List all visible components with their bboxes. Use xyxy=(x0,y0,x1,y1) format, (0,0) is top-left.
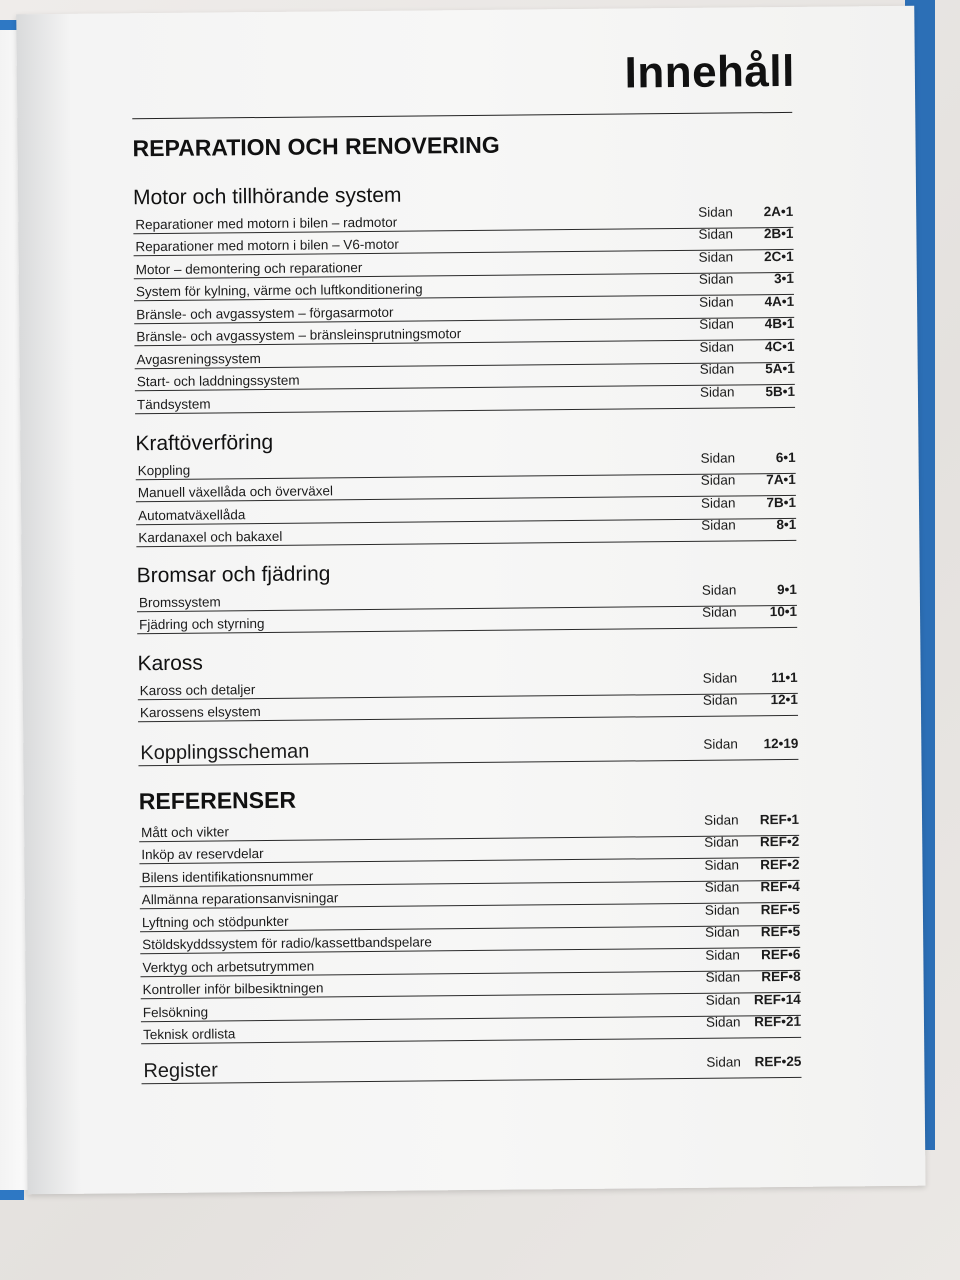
page-ref: 3•1 xyxy=(774,270,794,287)
part-heading-repair: REPARATION OCH RENOVERING xyxy=(132,131,500,162)
toc-label: Fjädring och styrning xyxy=(139,615,265,633)
page-ref: 4C•1 xyxy=(764,338,795,354)
page-ref: 11•1 xyxy=(771,669,798,685)
sidan-label: Sidan xyxy=(700,449,736,466)
toc-label: Felsökning xyxy=(142,1004,209,1020)
toc-label: Kopplingsscheman xyxy=(140,740,310,765)
section-title: Kaross xyxy=(137,651,203,676)
sidan-label: Sidan xyxy=(700,494,736,511)
toc-label: Register xyxy=(143,1059,218,1083)
page-ref: 2A•1 xyxy=(763,203,794,219)
sidan-label: Sidan xyxy=(699,361,735,377)
toc-label: Lyftning och stödpunkter xyxy=(141,913,289,930)
page-ref: REF•21 xyxy=(754,1013,802,1030)
toc-label: Bilens identifikationsnummer xyxy=(141,868,314,885)
page-ref: REF•8 xyxy=(761,968,801,985)
page-ref: REF•25 xyxy=(754,1053,802,1070)
section-bromsar xyxy=(137,557,798,634)
toc-label: Allmänna reparationsanvisningar xyxy=(141,890,339,908)
toc-label: Reparationer med motorn i bilen – V6-motor xyxy=(135,236,399,255)
toc-row[interactable] xyxy=(138,729,798,766)
sidan-label: Sidan xyxy=(701,517,736,533)
sidan-label: Sidan xyxy=(705,969,741,985)
page-ref: 4B•1 xyxy=(764,315,795,332)
toc-label: Teknisk ordlista xyxy=(142,1026,236,1043)
page-ref: REF•5 xyxy=(760,901,800,917)
sidan-label: Sidan xyxy=(703,811,739,828)
sidan-label: Sidan xyxy=(705,991,741,1008)
sidan-label: Sidan xyxy=(702,669,738,686)
sidan-label: Sidan xyxy=(701,604,737,620)
section-title: Bromsar och fjädring xyxy=(136,562,331,588)
toc-label: Inköp av reservdelar xyxy=(141,846,264,863)
toc-label: Verktyg och arbetsutrymmen xyxy=(142,958,315,975)
sidan-label: Sidan xyxy=(705,1014,741,1030)
page-ref: 6•1 xyxy=(775,449,796,465)
sidan-label: Sidan xyxy=(699,316,734,332)
sidan-label: Sidan xyxy=(706,1054,741,1070)
toc-label: Mått och vikter xyxy=(141,823,229,840)
section-kraftoverforing xyxy=(135,425,796,547)
section-title: Kraftöverföring xyxy=(135,430,274,456)
sidan-label: Sidan xyxy=(704,879,740,895)
sidan-label: Sidan xyxy=(700,472,736,488)
page-ref: 9•1 xyxy=(776,581,797,597)
sidan-label: Sidan xyxy=(698,226,734,242)
section-kopplingsscheman xyxy=(138,729,798,766)
sidan-label: Sidan xyxy=(698,293,734,310)
page-ref: 7A•1 xyxy=(766,471,796,488)
page-ref: 2B•1 xyxy=(763,225,794,242)
page-ref: 2C•1 xyxy=(764,248,794,264)
toc-label: Start- och laddningssystem xyxy=(136,372,300,390)
toc-label: Karossens elsystem xyxy=(139,704,261,721)
toc-label: Kontroller inför bilbesiktningen xyxy=(142,980,324,998)
sidan-label: Sidan xyxy=(701,581,737,598)
toc-label: Bränsle- och avgassystem – förgasarmotor xyxy=(136,304,394,322)
page-ref: 4A•1 xyxy=(764,293,795,309)
page-ref: 12•1 xyxy=(770,691,798,708)
page-ref: 5A•1 xyxy=(765,360,795,377)
toc-label: Motor – demontering och reparationer xyxy=(135,259,363,277)
section-motor xyxy=(133,179,795,414)
page-ref: REF•6 xyxy=(761,946,801,962)
page-ref: 7B•1 xyxy=(766,494,797,510)
section-title: Motor och tillhörande system xyxy=(132,183,402,210)
toc-label: Tändsystem xyxy=(136,396,211,412)
sidan-label: Sidan xyxy=(698,248,734,265)
sidan-label: Sidan xyxy=(699,383,735,400)
sidan-label: Sidan xyxy=(705,924,740,940)
page-ref: REF•1 xyxy=(759,811,800,827)
page-ref: 10•1 xyxy=(769,603,798,620)
title-rule xyxy=(132,112,792,119)
sidan-label: Sidan xyxy=(704,856,740,873)
toc-label: Bränsle- och avgassystem – bränsleinsprutningsmotor xyxy=(136,326,462,345)
sidan-label: Sidan xyxy=(703,736,738,752)
toc-label: Manuell växellåda och överväxel xyxy=(137,483,334,501)
toc-label: Kaross och detaljer xyxy=(139,681,256,698)
sidan-label: Sidan xyxy=(698,271,734,287)
toc-label: System för kylning, värme och luftkonditionering xyxy=(135,281,423,300)
toc-label: Stöldskyddssystem för radio/kassettbandspelare xyxy=(142,934,432,953)
toc-label: Bromssystem xyxy=(138,593,221,610)
page-ref: REF•5 xyxy=(760,923,801,940)
sidan-label: Sidan xyxy=(699,338,735,355)
toc-row[interactable] xyxy=(141,1047,801,1084)
sidan-label: Sidan xyxy=(704,901,740,918)
toc-label: Kardanaxel och bakaxel xyxy=(138,528,283,546)
toc-label: Reparationer med motorn i bilen – radmotor xyxy=(135,214,398,232)
page-ref: 5B•1 xyxy=(765,383,795,399)
page-ref: REF•14 xyxy=(753,991,801,1007)
sidan-label: Sidan xyxy=(704,834,739,850)
page-title: Innehåll xyxy=(624,46,796,98)
toc-label: Automatväxellåda xyxy=(138,506,246,523)
section-register xyxy=(141,1047,801,1084)
section-references xyxy=(139,813,801,1044)
page-ref: 8•1 xyxy=(776,516,797,533)
part-heading-references: REFERENSER xyxy=(138,786,297,815)
section-kaross xyxy=(137,645,798,722)
page-ref: REF•2 xyxy=(759,833,800,850)
page-ref: 12•19 xyxy=(763,735,799,752)
toc-label: Koppling xyxy=(137,462,191,478)
sidan-label: Sidan xyxy=(705,946,740,963)
sidan-label: Sidan xyxy=(698,203,733,220)
page-ref: REF•2 xyxy=(760,856,800,872)
page-ref: REF•4 xyxy=(760,878,800,895)
contents-page xyxy=(16,6,925,1195)
sidan-label: Sidan xyxy=(702,692,738,708)
toc-label: Avgasreningssystem xyxy=(136,350,261,367)
